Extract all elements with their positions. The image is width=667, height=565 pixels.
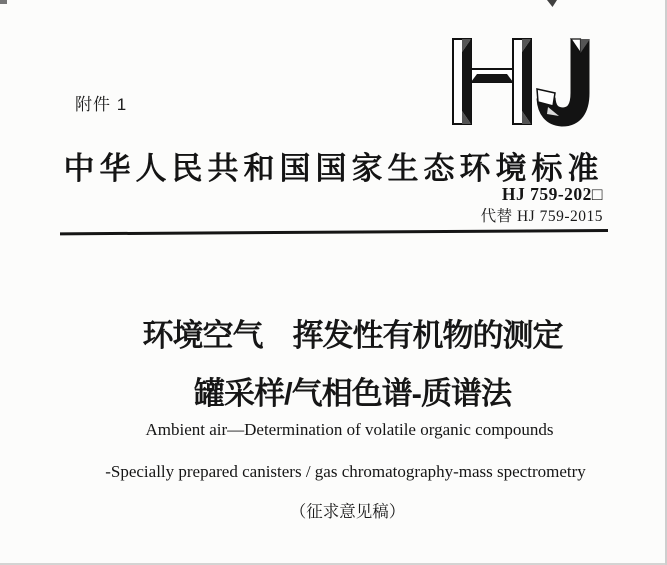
hj-logo xyxy=(451,37,593,129)
header-rule xyxy=(60,229,608,235)
hj-logo-graphic xyxy=(451,37,593,129)
document-title-cn-line1: 环境空气 挥发性有机物的测定 xyxy=(142,318,563,353)
document-title-en-line2: -Specially prepared canisters / gas chromatography-mass spectrometry xyxy=(105,462,586,481)
scan-top-mark xyxy=(547,0,557,7)
document-title-en-line1: Ambient air—Determination of volatile organic compounds xyxy=(145,420,554,439)
standard-number-block xyxy=(481,186,603,224)
document-title-cn-line2: 罐采样/气相色谱-质谱法 xyxy=(194,376,511,411)
national-standard-title: 中华人民共和国国家生态环境标准 xyxy=(63,151,604,186)
replaces-standard: 代替 HJ 759-2015 xyxy=(480,207,603,225)
draft-note: （征求意见稿） xyxy=(289,503,406,521)
scan-corner-mark xyxy=(0,0,7,4)
attachment-label: 附件 1 xyxy=(75,95,128,114)
document-title-cn xyxy=(19,310,667,413)
standard-number: HJ 759-202□ xyxy=(501,184,603,204)
